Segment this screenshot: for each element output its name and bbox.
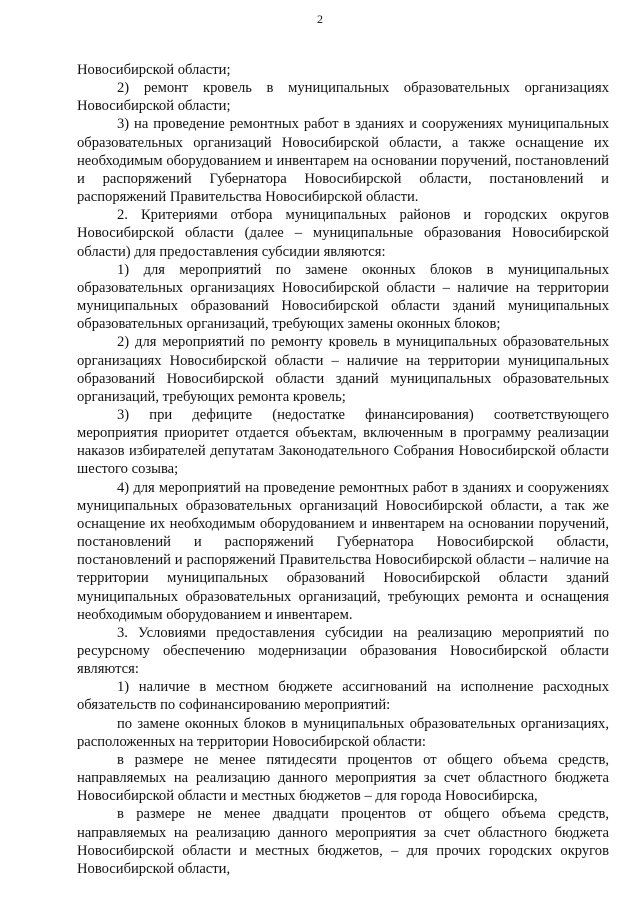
paragraph: 2. Критериями отбора муниципальных районов и городских округов Новосибирской области (далее – муниципальные образования Новосибирской области) для предоставления субсидии являются:: [77, 207, 609, 260]
paragraph: 3) на проведение ремонтных работ в зданиях и сооружениях муниципальных образовательных организаций Новосибирской области, а также оснащение их необходимым оборудованием и инвентарем на основании поручений, постановлений и распоряжений Губернатора Новосибирской области, постановлений и распоряжений Правительства Новосибирской области.: [77, 116, 609, 206]
paragraph: в размере не менее пятидесяти процентов от общего объема средств, направляемых на реализацию данного мероприятия за счет областного бюджета Новосибирской области и местных бюджетов – для города Новосибирска,: [77, 751, 609, 805]
paragraph: 3. Условиями предоставления субсидии на реализацию мероприятий по ресурсному обеспечению модернизации образования Новосибирской области являются:: [77, 624, 609, 678]
document-body: [77, 61, 609, 878]
paragraph: по замене оконных блоков в муниципальных образовательных организациях, расположенных на территории Новосибирской области:: [77, 715, 609, 750]
paragraph: в размере не менее двадцати процентов от общего объема средств, направляемых на реализацию данного мероприятия за счет областного бюджета Новосибирской области и местных бюджетов, – для прочих городских округов Новосибирской области,: [77, 806, 609, 877]
paragraph: 4) для мероприятий на проведение ремонтных работ в зданиях и сооружениях муниципальных образовательных организаций Новосибирской области, а так же оснащение их необходимым оборудованием и инвентарем на основании поручений, постановлений и распоряжений Губернатора Новосибирской области, постановлений и распоряжений Правительства Новосибирской области – наличие на территории муниципальных образований Новосибирской области зданий муниципальных образовательных организаций, требующих ремонта и оснащения необходимым оборудованием и инвентарем.: [77, 479, 609, 623]
paragraph: 3) при дефиците (недостатке финансирования) соответствующего мероприятия приоритет отдается объектам, включенным в программу реализации наказов избирателей депутатам Законодательного Собрания Новосибирской области шестого созыва;: [77, 406, 609, 478]
paragraph: 2) ремонт кровель в муниципальных образовательных организациях Новосибирской области;: [77, 80, 609, 115]
paragraph: Новосибирской области;: [77, 62, 231, 78]
page-number: 2: [317, 12, 323, 26]
paragraph: 1) для мероприятий по замене оконных блоков в муниципальных образовательных организациях Новосибирской области – наличие на территории муниципальных образований Новосибирской области зданий муниципальных образовательных организаций, требующих замены оконных блоков;: [77, 261, 609, 333]
paragraph: 1) наличие в местном бюджете ассигнований на исполнение расходных обязательств по софинансированию мероприятий:: [77, 679, 609, 714]
paragraph: 2) для мероприятий по ремонту кровель в муниципальных образовательных организациях Новосибирской области – наличие на территории муниципальных образований Новосибирской области зданий муниципальных образовательных организаций, требующих ремонта кровель;: [77, 334, 609, 405]
